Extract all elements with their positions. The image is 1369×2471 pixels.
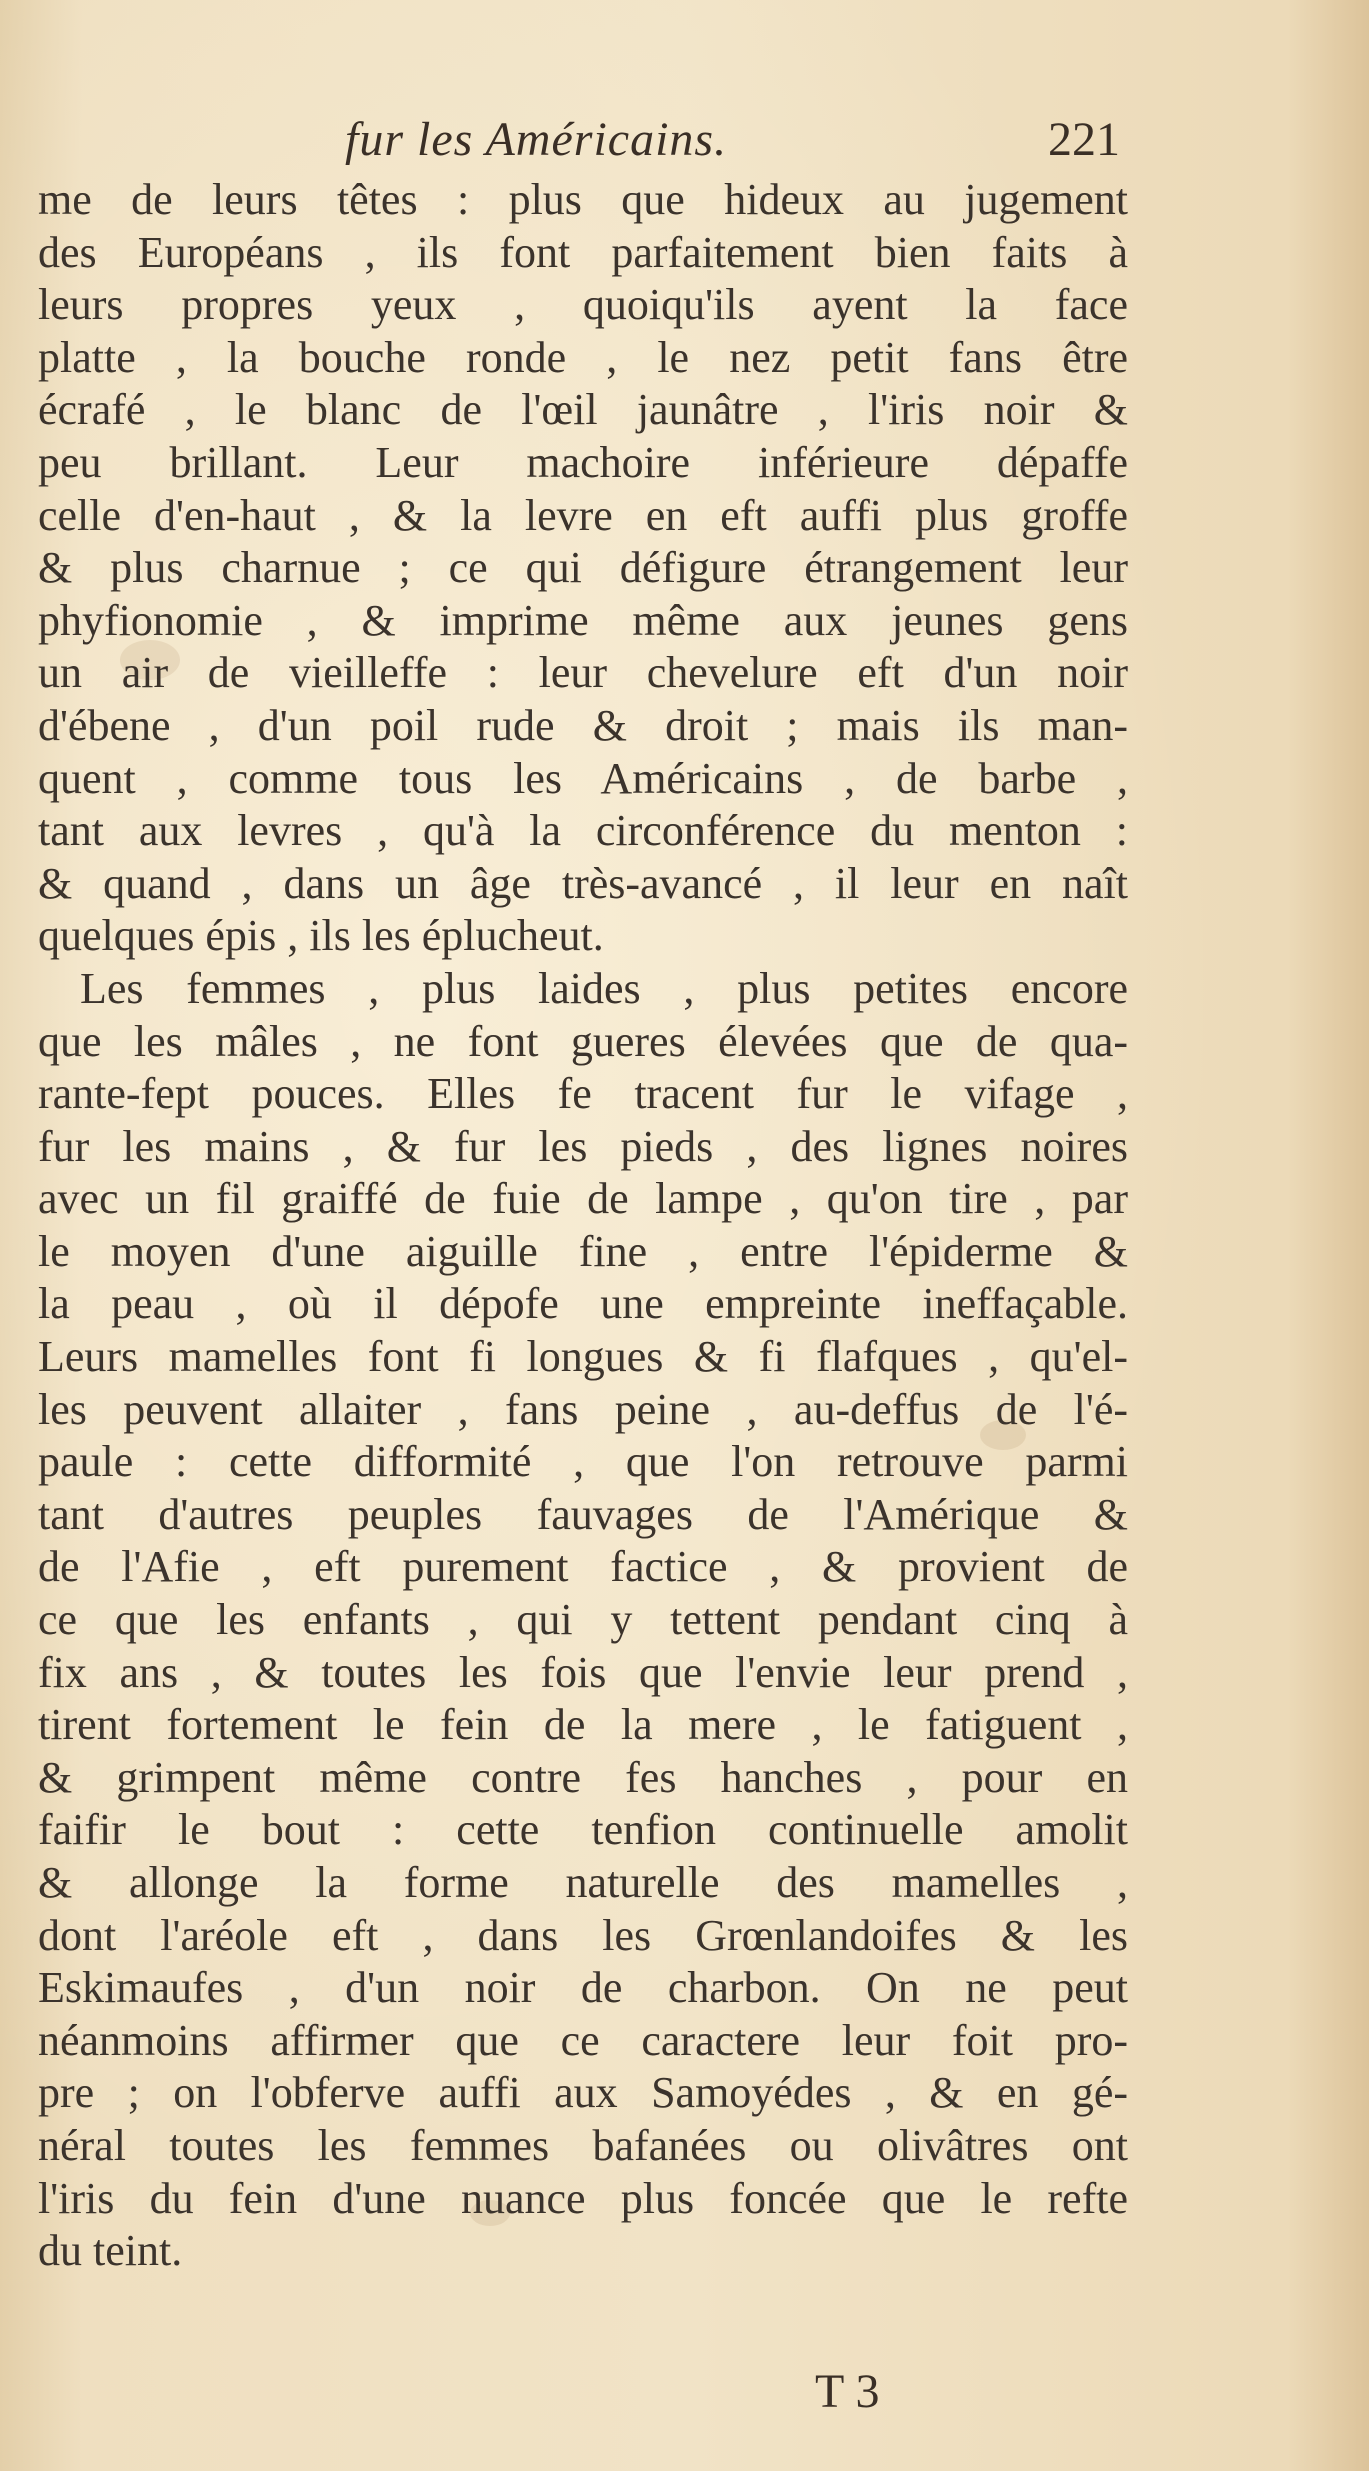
text-line: me de leurs têtes : plus que hideux au jugement: [38, 175, 1128, 224]
text-line: de l'Afie , eft purement factice , & provient de: [38, 1542, 1128, 1592]
text-line: phyfionomie , & imprime même aux jeunes gens: [38, 595, 1128, 645]
text-line: ce que les enfants , qui y tettent pendant cinq à: [38, 1595, 1128, 1645]
text-line: pre ; on l'obferve auffi aux Samoyédes , & en gé-: [38, 2068, 1128, 2118]
page-header: [345, 112, 1120, 174]
text-line: tant aux levres , qu'à la circonférence du menton :: [38, 806, 1128, 856]
text-line: des Européans , ils font parfaitement bien faits à: [38, 227, 1128, 277]
text-line: paule : cette difformité , que l'on retrouve parmi: [38, 1437, 1128, 1487]
text-body: [38, 174, 1128, 2278]
text-line: faifir le bout : cette tenfion continuelle amolit: [38, 1805, 1128, 1855]
text-line: & quand , dans un âge très-avancé , il leur en naît: [38, 858, 1128, 908]
text-line: que les mâles , ne font gueres élevées que de qua-: [38, 1016, 1128, 1066]
text-line: fur les mains , & fur les pieds , des lignes noires: [38, 1121, 1128, 1171]
text-line: d'ébene , d'un poil rude & droit ; mais ils man-: [38, 700, 1128, 750]
text-line: l'iris du fein d'une nuance plus foncée que le refte: [38, 2173, 1128, 2223]
text-line: fix ans , & toutes les fois que l'envie leur prend ,: [38, 1647, 1128, 1697]
running-title: fur les Américains.: [345, 113, 728, 166]
text-line: néral toutes les femmes bafanées ou olivâtres ont: [38, 2120, 1128, 2170]
text-line: dont l'aréole eft , dans les Grœnlandoifes & les: [38, 1910, 1128, 1960]
text-line: les peuvent allaiter , fans peine , au-deffus de l'é-: [38, 1384, 1128, 1434]
text-line: & plus charnue ; ce qui défigure étrangement leur: [38, 543, 1128, 593]
text-line: quelques épis , ils les éplucheut.: [38, 911, 604, 961]
text-line: Eskimaufes , d'un noir de charbon. On ne peut: [38, 1963, 1128, 2013]
text-line: platte , la bouche ronde , le nez petit fans être: [38, 332, 1128, 382]
text-line: tirent fortement le fein de la mere , le fatiguent ,: [38, 1700, 1128, 1750]
text-line: néanmoins affirmer que ce caractere leur foit pro-: [38, 2015, 1128, 2065]
text-line: Leurs mamelles font fi longues & fi flafques , qu'el-: [38, 1332, 1128, 1382]
signature-mark: T 3: [815, 2365, 880, 2418]
text-line: leurs propres yeux , quoiqu'ils ayent la face: [38, 280, 1128, 330]
text-line: & grimpent même contre fes hanches , pour en: [38, 1752, 1128, 1802]
paragraph-start-line: Les femmes , plus laides , plus petites encore: [80, 963, 1128, 1013]
page-number: 221: [1048, 113, 1120, 166]
text-line: du teint.: [38, 2226, 183, 2276]
text-line: la peau , où il dépofe une empreinte ineffaçable.: [38, 1279, 1128, 1329]
text-line: celle d'en-haut , & la levre en eft auffi plus groffe: [38, 490, 1128, 540]
text-line: rante-fept pouces. Elles fe tracent fur le vifage ,: [38, 1069, 1128, 1119]
text-line: écrafé , le blanc de l'œil jaunâtre , l'iris noir &: [38, 385, 1128, 435]
text-line: quent , comme tous les Américains , de barbe ,: [38, 753, 1128, 803]
text-line: peu brillant. Leur machoire inférieure dépaffe: [38, 437, 1128, 487]
text-line: le moyen d'une aiguille fine , entre l'épiderme &: [38, 1226, 1128, 1276]
text-line: & allonge la forme naturelle des mamelles ,: [38, 1858, 1128, 1907]
text-line: tant d'autres peuples fauvages de l'Amérique &: [38, 1489, 1128, 1539]
text-line: un air de vieilleffe : leur chevelure eft d'un noir: [38, 648, 1128, 698]
text-line: avec un fil graiffé de fuie de lampe , qu'on tire , par: [38, 1174, 1128, 1224]
